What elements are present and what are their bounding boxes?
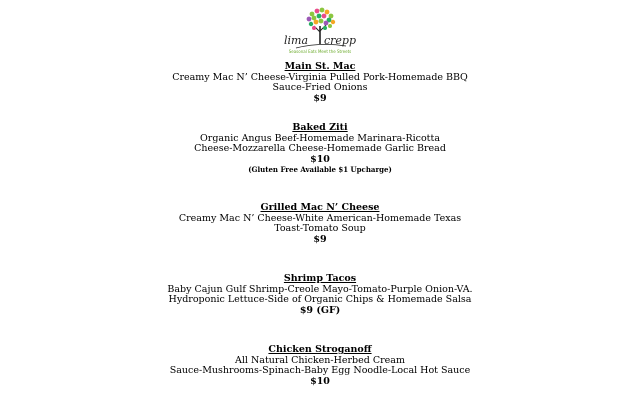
menu-item — [0, 62, 640, 104]
item-name: Baked Ziti — [292, 122, 348, 133]
item-description-line: All Natural Chicken-Herbed Cream — [235, 354, 405, 366]
item-description-line: Hydroponic Lettuce-Side of Organic Chips & Homemade Salsa — [168, 294, 472, 306]
item-price: $10 — [310, 375, 330, 387]
item-description-line: Toast-Tomato Soup — [274, 223, 366, 235]
item-description-line: Creamy Mac N’ Cheese-White American-Homemade Texas — [178, 212, 462, 224]
item-name: Grilled Mac N’ Cheese — [260, 202, 380, 213]
menu-item — [0, 345, 640, 387]
item-description-line: Sauce-Fried Onions — [272, 82, 368, 94]
logo-text-right: crepp — [324, 34, 357, 47]
item-description-line: Baby Cajun Gulf Shrimp-Creole Mayo-Tomato-Purple Onion-VA. — [167, 283, 473, 295]
menu-item — [0, 274, 640, 316]
brand-tagline: Seasonal Eats Meet the Streets — [288, 49, 352, 54]
item-description-line: Organic Angus Beef-Homemade Marinara-Ricotta — [200, 132, 440, 144]
item-description-line: Sauce-Mushrooms-Spinach-Baby Egg Noodle-Local Hot Sauce — [169, 365, 471, 377]
item-price: $9 — [313, 92, 327, 104]
item-price: $9 (GF) — [299, 304, 341, 316]
item-name: Shrimp Tacos — [283, 273, 357, 284]
item-description-line: Creamy Mac N’ Cheese-Virginia Pulled Pork-Homemade BBQ — [172, 71, 468, 83]
menu-item — [0, 123, 640, 175]
item-note: (Gluten Free Available $1 Upcharge) — [248, 165, 392, 175]
item-name: Chicken Stroganoff — [268, 344, 372, 355]
item-name: Main St. Mac — [284, 61, 356, 72]
logo-text-left: lima — [284, 34, 309, 47]
menu-item — [0, 203, 640, 245]
item-description-line: Cheese-Mozzarella Cheese-Homemade Garlic Bread — [194, 143, 446, 155]
item-price: $10 — [310, 153, 330, 165]
item-price: $9 — [313, 233, 327, 245]
